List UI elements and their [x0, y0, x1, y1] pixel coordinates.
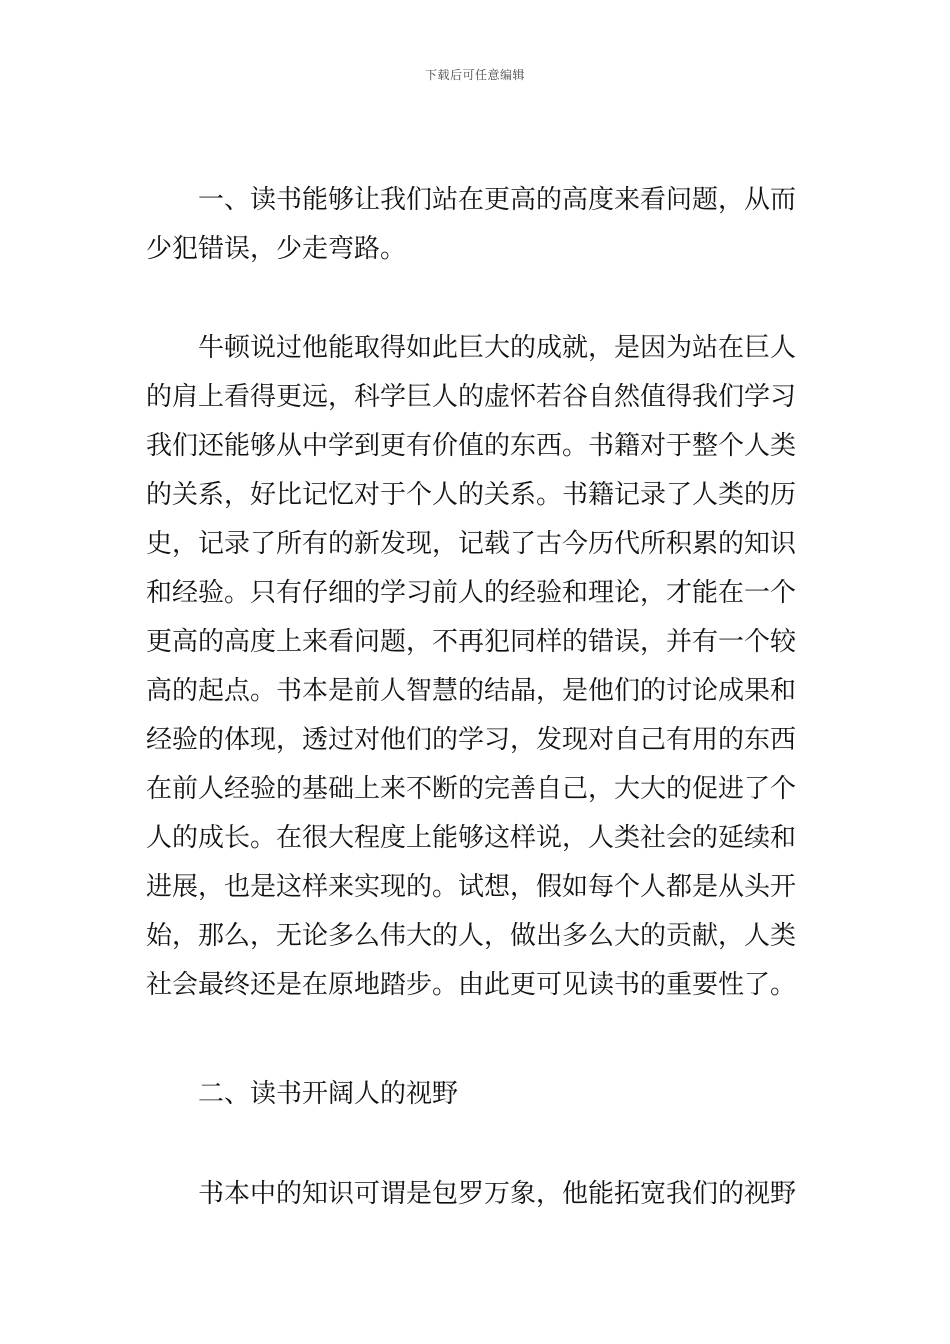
- text-line: 二、读书开阔人的视野: [198, 1079, 459, 1109]
- page-header-note: 下载后可任意编辑: [424, 68, 525, 82]
- text-line: 一、读书能够让我们站在更高的高度来看问题，从而: [198, 185, 797, 215]
- paragraph-2: [146, 1170, 806, 1219]
- text-line: 和经验。只有仔细的学习前人的经验和理论，才能在一个: [146, 578, 797, 608]
- text-line: 的关系，好比记忆对于个人的关系。书籍记录了人类的历: [146, 480, 797, 510]
- text-line: 始，那么，无论多么伟大的人，做出多么大的贡献，人类: [146, 921, 797, 951]
- text-line: 社会最终还是在原地踏步。由此更可见读书的重要性了。: [146, 970, 797, 1000]
- paragraph-1: [146, 324, 806, 1010]
- text-line: 更高的高度上来看问题，不再犯同样的错误，并有一个较: [146, 627, 797, 657]
- text-line: 在前人经验的基础上来不断的完善自己，大大的促进了个: [146, 774, 797, 804]
- text-line: 经验的体现，透过对他们的学习，发现对自己有用的东西: [146, 725, 797, 755]
- text-line: 史，记录了所有的新发现，记载了古今历代所积累的知识: [146, 529, 797, 559]
- text-line: 书本中的知识可谓是包罗万象，他能拓宽我们的视野: [198, 1179, 797, 1209]
- text-line: 的肩上看得更远，科学巨人的虚怀若谷自然值得我们学习: [146, 382, 797, 412]
- text-line: 牛顿说过他能取得如此巨大的成就，是因为站在巨人: [198, 333, 797, 363]
- section-heading-1: [146, 176, 806, 274]
- text-line: 高的起点。书本是前人智慧的结晶，是他们的讨论成果和: [146, 676, 797, 706]
- text-line: 进展，也是这样来实现的。试想，假如每个人都是从头开: [146, 872, 797, 902]
- text-line: 少犯错误，少走弯路。: [146, 234, 407, 264]
- section-heading-2: [146, 1070, 806, 1119]
- text-line: 人的成长。在很大程度上能够这样说，人类社会的延续和: [146, 823, 797, 853]
- text-line: 我们还能够从中学到更有价值的东西。书籍对于整个人类: [146, 431, 797, 461]
